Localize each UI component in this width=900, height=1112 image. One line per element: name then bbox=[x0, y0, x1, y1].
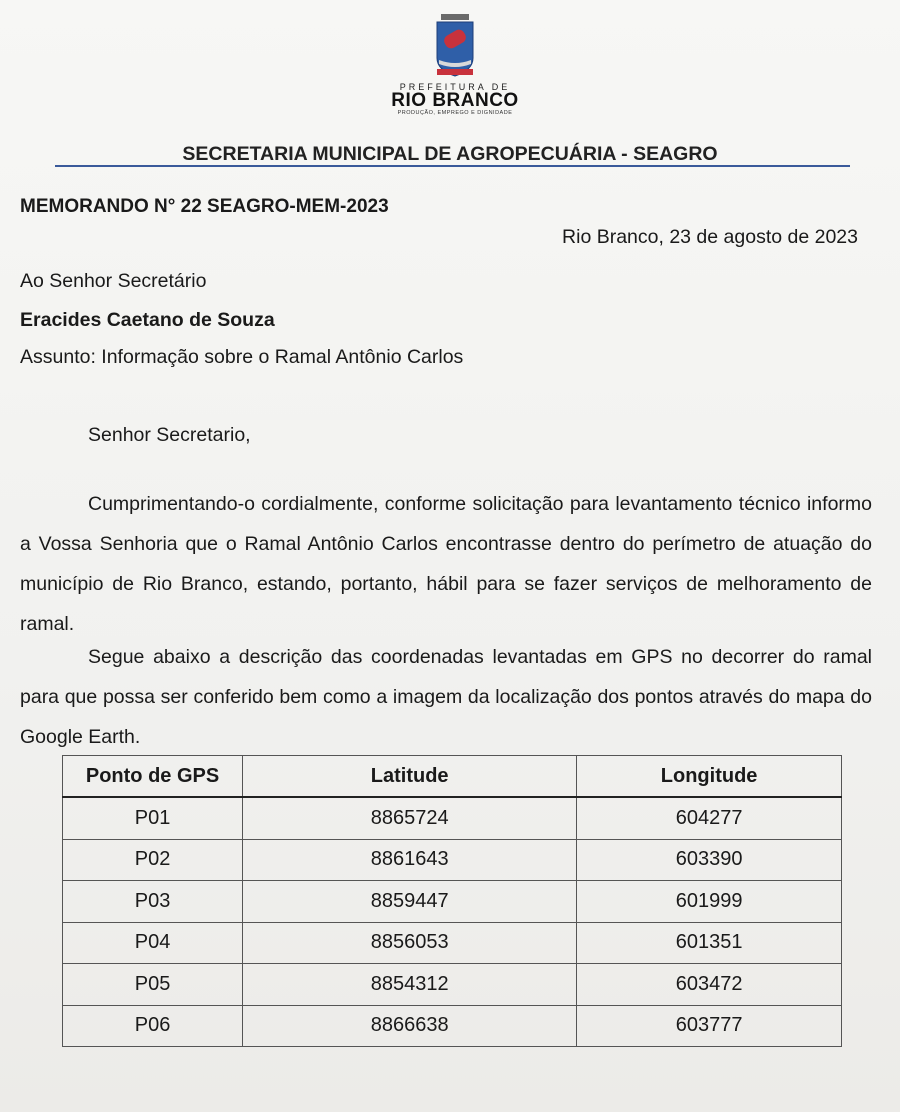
city-crest-icon bbox=[431, 14, 479, 80]
gps-coordinates-table bbox=[62, 755, 842, 1047]
prefeitura-logo bbox=[380, 14, 530, 117]
table-row bbox=[63, 964, 842, 1006]
recipient-title: Ao Senhor Secretário bbox=[20, 270, 207, 292]
city-name: RIO BRANCO bbox=[391, 90, 519, 111]
table-row bbox=[63, 881, 842, 923]
recipient-name: Eracides Caetano de Souza bbox=[20, 309, 275, 331]
table-row bbox=[63, 1005, 842, 1047]
ponto-cell: P06 bbox=[63, 1005, 243, 1047]
ponto-cell: P03 bbox=[63, 881, 243, 923]
ponto-cell: P05 bbox=[63, 964, 243, 1006]
city-slogan: PRODUÇÃO, EMPREGO E DIGNIDADE bbox=[397, 110, 513, 116]
table-row bbox=[63, 922, 842, 964]
memo-date: Rio Branco, 23 de agosto de 2023 bbox=[562, 226, 858, 248]
latitude-cell: 8866638 bbox=[243, 1005, 577, 1047]
memo-number: MEMORANDO N° 22 SEAGRO-MEM-2023 bbox=[20, 196, 389, 217]
longitude-cell: 601351 bbox=[577, 922, 842, 964]
header-ponto: Ponto de GPS bbox=[63, 756, 243, 798]
longitude-cell: 603472 bbox=[577, 964, 842, 1006]
header-longitude: Longitude bbox=[577, 756, 842, 798]
header-divider bbox=[55, 165, 850, 167]
latitude-cell: 8859447 bbox=[243, 881, 577, 923]
latitude-cell: 8861643 bbox=[243, 839, 577, 881]
body-paragraph-2: Segue abaixo a descrição das coordenadas levantadas em GPS no decorrer do ramal para que possa ser conferido bem como a imagem da localização dos pontos através do mapa do Google Earth. bbox=[20, 646, 872, 748]
table-header-row bbox=[63, 756, 842, 798]
longitude-cell: 601999 bbox=[577, 881, 842, 923]
ponto-cell: P04 bbox=[63, 922, 243, 964]
memo-subject: Assunto: Informação sobre o Ramal Antônio Carlos bbox=[20, 346, 464, 368]
longitude-cell: 604277 bbox=[577, 797, 842, 839]
latitude-cell: 8865724 bbox=[243, 797, 577, 839]
latitude-cell: 8856053 bbox=[243, 922, 577, 964]
longitude-cell: 603390 bbox=[577, 839, 842, 881]
ponto-cell: P01 bbox=[63, 797, 243, 839]
prefeitura-label: PREFEITURA DE bbox=[399, 82, 511, 92]
table-row bbox=[63, 797, 842, 839]
longitude-cell: 603777 bbox=[577, 1005, 842, 1047]
header-latitude: Latitude bbox=[243, 756, 577, 798]
salutation: Senhor Secretario, bbox=[88, 424, 251, 446]
body-paragraph-1: Cumprimentando-o cordialmente, conforme solicitação para levantamento técnico informo a Vossa Senhoria que o Ramal Antônio Carlos encontrasse dentro do perímetro de atuação do município de Rio Branco, estando, portanto, hábil para se fazer serviços de melhoramento de ramal. bbox=[20, 493, 872, 635]
latitude-cell: 8854312 bbox=[243, 964, 577, 1006]
ponto-cell: P02 bbox=[63, 839, 243, 881]
secretaria-title: SECRETARIA MUNICIPAL DE AGROPECUÁRIA - SEAGRO bbox=[182, 143, 718, 165]
table-row bbox=[63, 839, 842, 881]
